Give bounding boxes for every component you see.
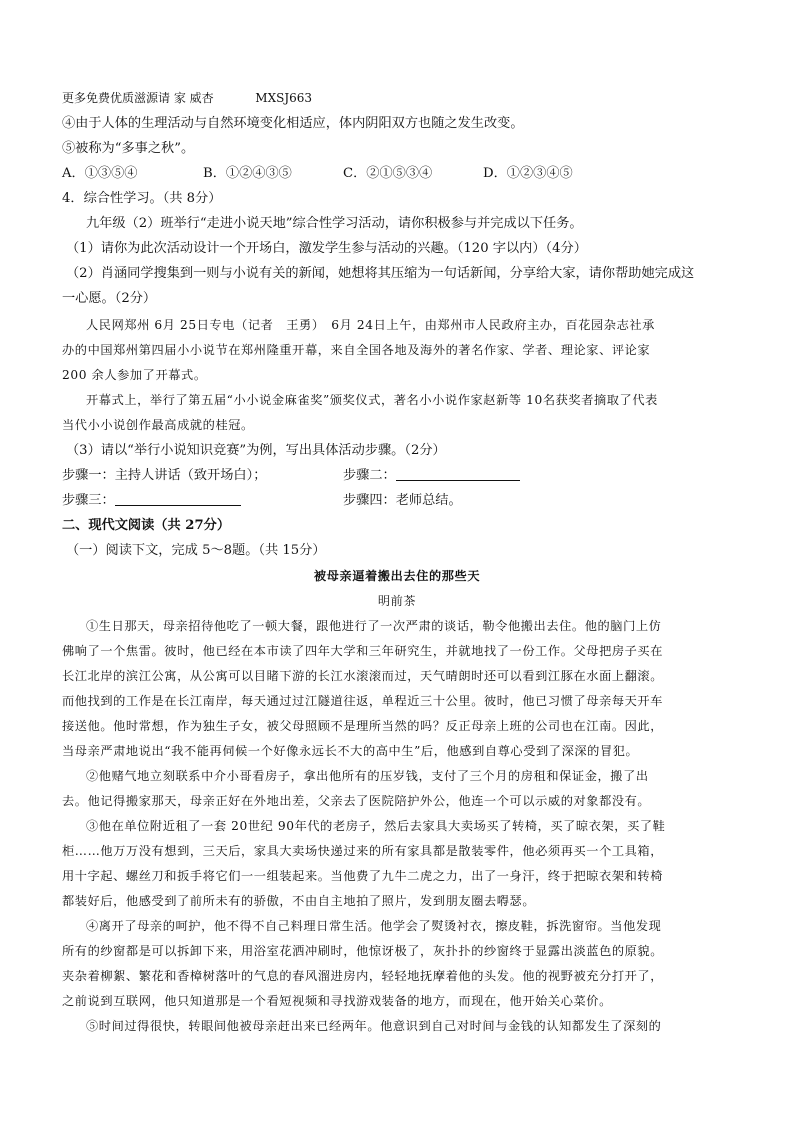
article-line-3: 长江北岸的滨江公寓，从公寓可以目睹下游的长江水滚滚而过，天气晴朗时还可以看到江豚在水面上翻滚。	[62, 669, 664, 683]
q4-sub1: （1）请你为此次活动设计一个开场白，激发学生参与活动的兴趣。（120 字以内）（4分）	[66, 241, 587, 256]
header-code: MXSJ663	[255, 91, 313, 105]
news-line-2: 办的中国郑州第四届小小说节在郑州隆重开幕，来自全国各地及海外的著名作家、学者、理论家、评论家	[62, 343, 651, 357]
q4-sub3: （3）请以“举行小说知识竞赛”为例，写出具体活动步骤。（2分）	[66, 443, 446, 458]
article-line-7: ②他赌气地立刻联系中介小哥看房子，拿出他所有的压岁钱，支付了三个月的房租和保证金，搬了出	[86, 769, 649, 783]
article-line-16: 之前说到互联网，他只知道那是一个看短视频和寻找游戏装备的地方，而现在，他开始关心菜价。	[62, 994, 612, 1008]
article-line-15: 夹杂着柳絮、繁花和香樟树落叶的气息的春风溜进房内，轻轻地抚摩着他的头发。他的视野被充分打开了，	[62, 969, 664, 983]
article-line-10: 柜……他万万没有想到，三天后，家具大卖场快递过来的所有家具都是散装零件，他必须再买一个工具箱，	[62, 844, 664, 858]
q3-item-5: ⑤被称为“多事之秋”。	[62, 141, 195, 156]
option-a: A．①③⑤④	[62, 166, 138, 181]
article-author: 明前茶	[377, 594, 417, 608]
article-line-4: 而他找到的工作是在长江南岸，每天通过过江隧道往返，单程近三十公里。彼时，他已习惯了母亲每天开车	[62, 694, 664, 708]
q3-item-4: ④由于人体的生理活动与自然环境变化相适应，体内阴阳双方也随之发生改变。	[62, 116, 524, 131]
step-1: 步骤一：主持人讲话（致开场白）；	[62, 468, 267, 483]
option-c: C．②①⑤③④	[343, 166, 433, 181]
q4-sub2-line1: （2）肖涵同学搜集到一则与小说有关的新闻，她想将其压缩为一句话新闻，分享给大家，请你帮助她完成这	[66, 266, 695, 281]
article-line-1: ①生日那天，母亲招待他吃了一顿大餐，跟他进行了一次严肃的谈话，勒令他搬出去住。他的脑门上仿	[86, 619, 662, 633]
news-line-1: 人民网郑州 6月 25日专电（记者 王勇） 6月 24日上午，由郑州市人民政府主办，百花园杂志社承	[86, 318, 655, 332]
section-2-part-1: （一）阅读下文，完成 5～8题。（共 15分）	[66, 543, 326, 558]
q4-title: 4．综合性学习。（共 8分）	[62, 191, 222, 206]
article-line-17: ⑤时间过得很快，转眼间他被母亲赶出来已经两年。他意识到自己对时间与金钱的认知都发生了深刻的	[86, 1019, 662, 1033]
header-promo	[62, 88, 312, 108]
q4-intro: 九年级（2）班举行“走进小说天地”综合性学习活动，请你积极参与并完成以下任务。	[86, 216, 583, 231]
news-line-4: 开幕式上，举行了第五届“小小说金麻雀奖”颁奖仪式，著名小小说作家赵新等 10名获奖者摘取了代表	[86, 393, 658, 407]
article-line-9: ③他在单位附近租了一套 20世纪 90年代的老房子，然后去家具大卖场买了转椅，买了晾衣架，买了鞋	[86, 819, 666, 833]
step-3	[62, 491, 241, 511]
option-b: B．①②④③⑤	[203, 166, 292, 181]
step-2	[343, 466, 520, 486]
section-2-title: 二、现代文阅读（共 27分）	[62, 518, 231, 533]
news-line-3: 200 余人参加了开幕式。	[62, 368, 207, 382]
article-title: 被母亲逼着搬出去住的那些天	[313, 569, 481, 583]
article-line-11: 用十字起、螺丝刀和扳手将它们一一组装起来。当他费了九牛二虎之力，出了一身汗，终于把晾衣架和转椅	[62, 869, 664, 883]
article-line-2: 佛响了一个焦雷。彼时，他已经在本市读了四年大学和三年研究生，并就地找了一份工作。父母把房子买在	[62, 644, 664, 658]
news-line-5: 当代小小说创作最高成就的桂冠。	[62, 418, 254, 432]
option-d: D．①②③④⑤	[483, 166, 573, 181]
step-4: 步骤四：老师总结。	[343, 493, 462, 508]
article-line-13: ④离开了母亲的呵护，他不得不自己料理日常生活。他学会了熨烫衬衣，擦皮鞋，拆洗窗帘。当他发现	[86, 919, 662, 933]
q4-sub2-line2: 一心愿。（2分）	[62, 291, 157, 306]
article-line-14: 所有的纱窗都是可以拆卸下来，用浴室花洒冲刷时，他惊讶极了，灰扑扑的纱窗终于显露出淡蓝色的原貌。	[62, 944, 664, 958]
article-line-12: 都装好后，他感受到了前所未有的骄傲，不由自主地拍了照片，发到朋友圈去嘚瑟。	[62, 894, 536, 908]
header-promo-text: 更多免费优质滋源请 家 威杏	[62, 91, 214, 105]
article-line-6: 当母亲严肃地说出“我不能再伺候一个好像永远长不大的高中生”后，他感到自尊心受到了深深的冒犯。	[62, 744, 639, 758]
q3-options	[0, 164, 794, 184]
step-3-blank[interactable]	[115, 491, 241, 506]
step-3-label: 步骤三：	[62, 493, 115, 508]
article-line-8: 去。他记得搬家那天，母亲正好在外地出差，父亲去了医院陪护外公，他连一个可以示威的对象都没有。	[62, 794, 651, 808]
step-2-label: 步骤二：	[343, 468, 396, 483]
article-line-5: 接送他。他时常想，作为独生子女，被父母照顾不是理所当然的吗？反正母亲上班的公司也在江南。因此，	[62, 719, 664, 733]
step-2-blank[interactable]	[396, 466, 520, 481]
